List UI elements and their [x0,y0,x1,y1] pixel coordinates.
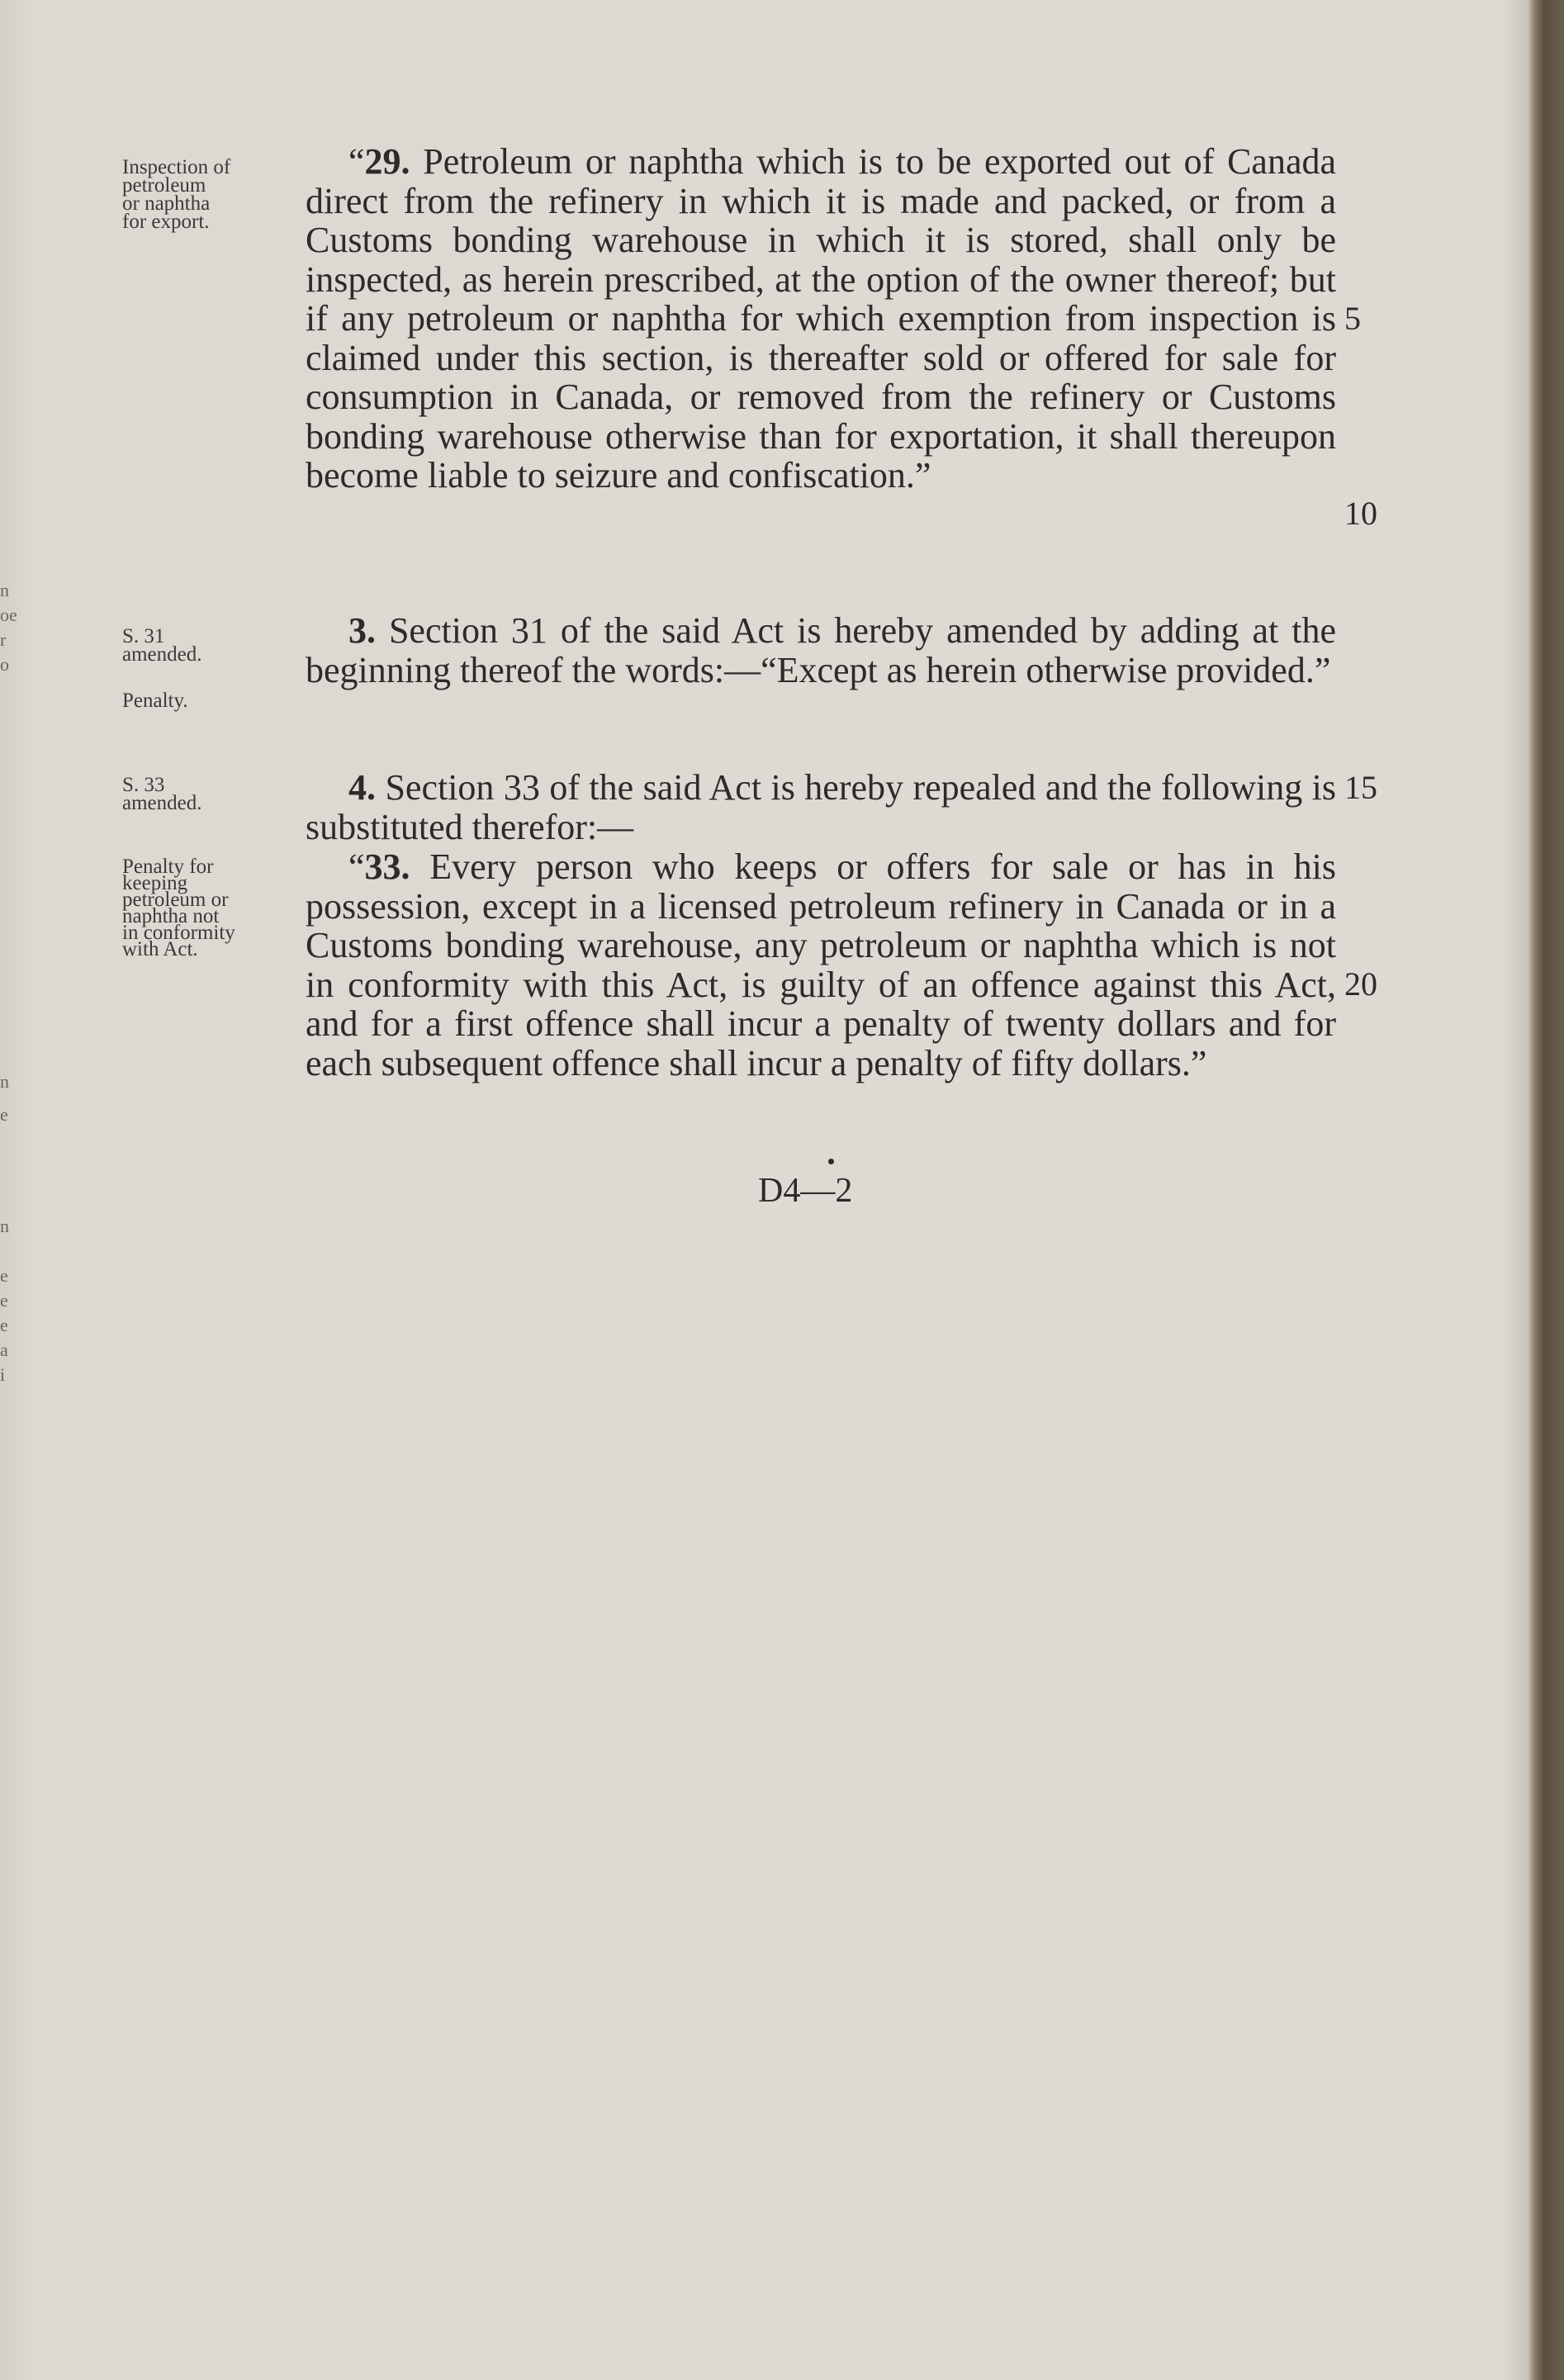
margin-note-inspection: Inspection of petroleum or naphtha for export. [122,156,231,233]
margin-note-s33: S. 33 amended. [122,774,202,814]
section-29-number: 29. [364,141,410,182]
bleed-through-text: n oe r o [0,580,17,675]
line-number-10: 10 [1344,495,1377,532]
clause-4-number: 4. [348,767,376,808]
line-number-5: 5 [1344,300,1361,337]
line-number-20: 20 [1344,965,1377,1003]
bleed-through-text: n e e e a i [0,1216,9,1385]
margin-note-penalty: Penalty. [122,690,188,712]
section-33-number: 33. [364,846,410,887]
clause-3-number: 3. [348,610,376,651]
section-33-paragraph: “33. Every person who keeps or offers for sale or has in his possession, except in a licensed petroleum refinery in Canada or in a Customs bonding warehouse, any petroleum or naphtha which is not in conformity with this Act, is guilty of an offence against this Act, and for a first offence shall incur a penalty of twenty dollars and for each subsequent offence shall incur a penalty of fifty dollars.” [306,846,1336,1083]
clause-4-paragraph: 4. Section 33 of the said Act is hereby repealed and the following is substituted therefor:— [306,767,1336,847]
line-number-15: 15 [1344,769,1377,806]
signature-dot [828,1159,834,1164]
bleed-through-text: n e [0,1071,9,1125]
clause-3-paragraph: 3. Section 31 of the said Act is hereby amended by adding at the beginning thereof the words:—“Except as herein otherwise provided.” [306,610,1336,690]
margin-note-penalty-keeping: Penalty for keeping petroleum or naphtha not in conformity with Act. [122,856,235,960]
signature-mark: D4—2 [758,1172,853,1210]
section-29-paragraph: “29. Petroleum or naphtha which is to be exported out of Canada direct from the refinery in which it is made and packed, or from a Customs bonding warehouse in which it is stored, shall only be inspected, as herein prescribed, at the option of the owner thereof; but if any petroleum or naphtha for which exemption from inspection is claimed under this section, is thereafter sold or offered for sale for consumption in Canada, or removed from the refinery or Customs bonding warehouse otherwise than for exportation, it shall thereupon become liable to seizure and confiscation.” [306,141,1336,495]
margin-note-s31: S. 31 amended. [122,625,202,666]
